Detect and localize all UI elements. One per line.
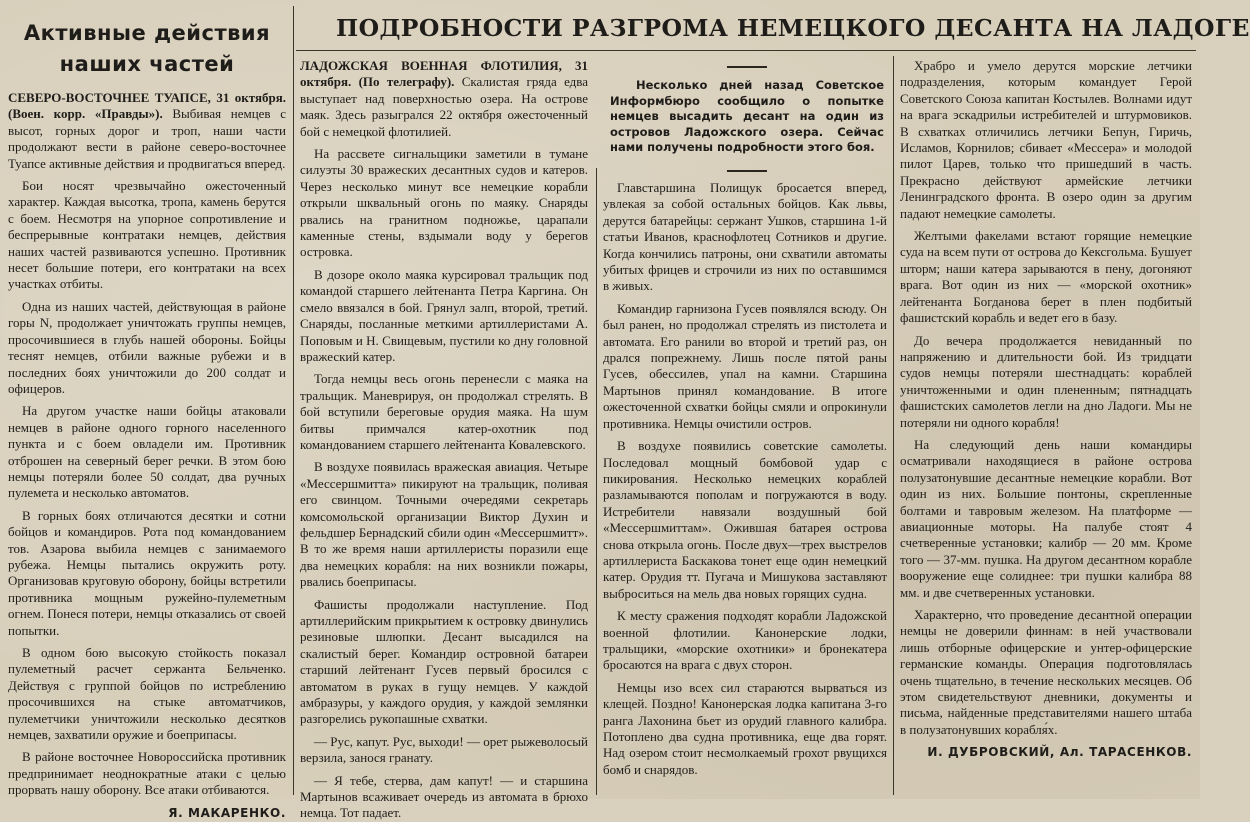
paragraph: В дозоре около маяка курсировал тральщик под командой старшего лейтенанта Петра Каргина. Он смело ввязался в бой. Грянул залп, второй, третий. Снаряды, посланные меткими артиллеристами А. Поповым и Н. Свищевым, пустили ко дну головной вражеский катер. bbox=[300, 266, 588, 364]
left-article-first-paragraph bbox=[8, 90, 286, 172]
column-rule bbox=[293, 6, 294, 795]
left-article-dateline: СЕВЕРО-ВОСТОЧНЕЕ ТУАПСЕ, 31 октября. (Воен. корр. «Правды»). bbox=[8, 90, 286, 122]
paragraph: Главстаршина Полищук бросается вперед, увлекая за собой остальных бойцов. Как львы, дерутся батарейцы: сержант Ушков, старшина 1-й статьи Иванов, краснофлотец Сотников и другие. Когда кончились патроны, они схватили автоматы убитых фрицев и строчили из них по оставшимся в живых. bbox=[603, 180, 887, 294]
main-article-column-3 bbox=[900, 58, 1192, 799]
main-article-title: ПОДРОБНОСТИ РАЗГРОМА НЕМЕЦКОГО ДЕСАНТА НА ЛАДОГЕ bbox=[336, 14, 1250, 42]
main-article-signature: И. ДУБРОВСКИЙ, Ал. ТАРАСЕНКОВ. bbox=[927, 745, 1192, 760]
paragraph: В горных боях отличаются десятки и сотни бойцов и командиров. Рота под командованием тов. Азарова выбила немцев с занимаемого рубежа. Немцы пытались окружить роту. Организовав круговую оборону, бойцы встретили противника мощным ружейно-пулеметным огнем. Понеся потери, немцы отказались от своей попытки. bbox=[8, 507, 286, 638]
paragraph: В одном бою высокую стойкость показал пулеметный расчет сержанта Бельченко. Действуя с группой бойцов по истреблению просочившихся на стыке автоматчиков, пулеметчики уничтожили несколько десятков немцев, захватили оружие и боеприпасы. bbox=[8, 645, 286, 743]
paragraph: В воздухе появилась вражеская авиация. Четыре «Мессершмитта» пикируют на тральщик, поливая его свинцом. Точными очередями секретарь комсомольской организации Виктор Духин и фельдшер Бернадский сбили один «Мессершмитт». В то же время наши артиллеристы поразили еще два немецких корабля: на них возникли пожары, рвались боеприпасы. bbox=[300, 459, 588, 590]
paragraph: Храбро и умело дерутся морские летчики подразделения, которым командует Герой Советского Союза капитан Костылев. Волнами идут на врага эскадрильи истребителей и штурмовиков. В схватках отличились летчики Бепун, Гиричь, Исламов, Корнилов; сбивает «Мессера» и молодой пилот Царев, только что пришедший в часть. Прекрасно действуют армейские летчики Ленинградского фронта. В озеро один за другим падают немецкие самолеты. bbox=[900, 58, 1192, 221]
main-article-dateline: ЛАДОЖСКАЯ ВОЕННАЯ ФЛОТИЛИЯ, 31 октября. (По телеграфу). bbox=[300, 58, 588, 90]
paragraph: Желтыми факелами встают горящие немецкие суда на всем пути от острова до Кексгольма. Бушует шторм; наши катера зарываются в пену, догоняют врага. Вот один из них — «морской охотник» лейтенанта Богданова берет в плен подбитый фашистский корабль и ведет его в базу. bbox=[900, 228, 1192, 326]
paragraph: На следующий день наши командиры осматривали находящиеся в районе острова полузатонувшие десантные немецкие корабли. Вот один из них. Большие понтоны, скрепленные болтами и тавровым железом. На платформе — авиационные моторы. На палубе стоят 4 счетверенные установки; калибр — 20 мм. Кроме того — 37-мм. пушка. На другом десантном корабле вооружение еще солиднее: три пушки калибра 88 мм. и две счетверенных установки. bbox=[900, 436, 1192, 600]
left-article-title: Активные действия наших частей bbox=[23, 21, 271, 76]
column-rule bbox=[596, 168, 597, 795]
lead-text: Несколько дней назад Советское Информбюро сообщило о попытке немцев высадить десант на один из островов Ладожского озера. Сейчас нами получены подробности этого боя. bbox=[610, 78, 884, 155]
paragraph: Тогда немцы весь огонь перенесли с маяка на тральщик. Маневрируя, он продолжал стрелять. В бой вступили береговые орудия маяка. На шум битвы примчался катер-охотник под командованием старшего лейтенанта Ковалевского. bbox=[300, 371, 588, 452]
main-article-column-1 bbox=[300, 58, 589, 821]
main-article-column-2 bbox=[603, 180, 887, 799]
paragraph: Командир гарнизона Гусев появлялся всюду. Он был ранен, но продолжал стрелять из пистолета и автомата. Его ранили во второй и третий раз, он дрался попрежнему. Лишь после пятой раны Гусев, обессилев, упал на камни. Старшина Мартынов принял командование. В итоге ожесточенной схватки бойцы смяли и опрокинули противника. Немцы очистили остров. bbox=[603, 300, 887, 431]
paragraph: В районе восточнее Новороссийска противник предпринимает неоднократные атаки с целью прорвать нашу оборону. Все атаки отбиваются. bbox=[8, 749, 286, 798]
paragraph: Одна из наших частей, действующая в районе горы N, продолжает уничтожать группы немцев, просочившиеся в глубь нашей обороны. Бойцы теснят немцев, отбили важные рубежи и в последних боях уничтожили до 200 солдат и офицеров. bbox=[8, 298, 286, 396]
lead-rule bbox=[727, 170, 767, 172]
main-article-lead bbox=[610, 66, 884, 172]
paragraph: Немцы изо всех сил стараются вырваться из клещей. Поздно! Канонерская лодка капитана 3-го ранга Лахонина бьет из орудий главного калибра. Потоплено два судна противника, еще два горят. Над озером стоит несмолкаемый грохот рвущихся бомб и снарядов. bbox=[603, 679, 887, 777]
paragraph: — Рус, капут. Рус, выходи! — орет рыжеволосый верзила, занося гранату. bbox=[300, 733, 588, 766]
paragraph: В воздухе появились советские самолеты. Последовал мощный бомбовой удар с пикирования. Несколько немецких кораблей разламываются пополам и погружаются в воду. Истребители навязали воздушный бой «Мессершмиттам». Ожившая батарея острова снова открыла огонь. После двух—трех выстрелов артиллериста Баскакова тонет еще один немецкий катер. Орудия тт. Пугача и Мишукова заставляют выброситься на мель два новых горящих судна. bbox=[603, 438, 887, 601]
paragraph: Бои носят чрезвычайно ожесточенный характер. Каждая высотка, тропа, камень берутся с боем. Несмотря на упорное сопротивление и беспрерывные контратаки немцев, действия наших частей развиваются успешно. Противник несет большие потери, его контратаки на всех участках отбиты. bbox=[8, 178, 286, 292]
paragraph: — Я тебе, стерва, дам капут! — и старшина Мартынов всаживает очередь из автомата в брюхо немца. Тот падает. bbox=[300, 772, 588, 821]
paragraph: Характерно, что проведение десантной операции немцы не доверили финнам: в ней участвовали лишь отборные офицерские и унтер-офицерские германские команды. Операция подготовлялась очень тщательно, в течение нескольких месяцев. Об этом свидетельствуют дневники, документы и письма, найденные представителями нашего штаба в полузатонувших корабля́х. bbox=[900, 607, 1192, 737]
main-article-first-paragraph bbox=[300, 58, 588, 140]
paragraph: Фашисты продолжали наступление. Под артиллерийским прикрытием к островку двинулись резиновые шлюпки. Десант высадился на скалистый берег. Командир островной батареи старший лейтенант Гусев первый бросился с автоматом в руках в гущу немцев. У каждой амбразуры, у каждого орудия, у каждой землянки разгорелись рукопашные схватки. bbox=[300, 596, 588, 727]
left-article bbox=[8, 0, 286, 820]
paragraph: Скалистая гряда едва выступает над поверхностью озера. На острове маяк. Здесь разыгрался 22 октября ожесточенный бой с немецкой флотилией. bbox=[300, 74, 589, 139]
headline-rule bbox=[296, 50, 1196, 51]
paragraph: К месту сражения подходят корабли Ладожской военной флотилии. Канонерские лодки, тральщики, «морские охотники» и бронекатера бросаются на врага с двух сторон. bbox=[603, 608, 887, 673]
paragraph: На рассвете сигнальщики заметили в тумане силуэты 30 вражеских десантных судов и катеров. Через несколько минут все немецкие корабли открыли шквальный огонь по маяку. Снаряды рвались на гранитном подножье, царапали каменные стены, вздымали воду у берегов островка. bbox=[300, 146, 588, 260]
paragraph: Выбивая немцев с высот, горных дорог и троп, наши части продолжают вести в районе северо-восточнее Туапсе активные действия и продвигаться вперед. bbox=[8, 106, 286, 171]
left-article-signature: Я. МАКАРЕНКО. bbox=[168, 805, 286, 820]
paragraph: До вечера продолжается невиданный по напряжению и длительности бой. Из тридцати судов немцы потеряли шестнадцать: кораблей уничтоженными и один плененным; пятнадцать фашистских самолетов легли на дно Ладоги. Мы не потеряли ни одного корабля! bbox=[900, 332, 1192, 430]
column-rule bbox=[893, 56, 894, 795]
lead-rule bbox=[727, 66, 767, 68]
paragraph: На другом участке наши бойцы атаковали немцев в районе одного горного населенного пункта и с боем овладели им. Противник отброшен на северный берег речки. В этом бою немцы потеряли более 50 солдат, два ручных пулемета и несколько автоматов. bbox=[8, 403, 286, 501]
